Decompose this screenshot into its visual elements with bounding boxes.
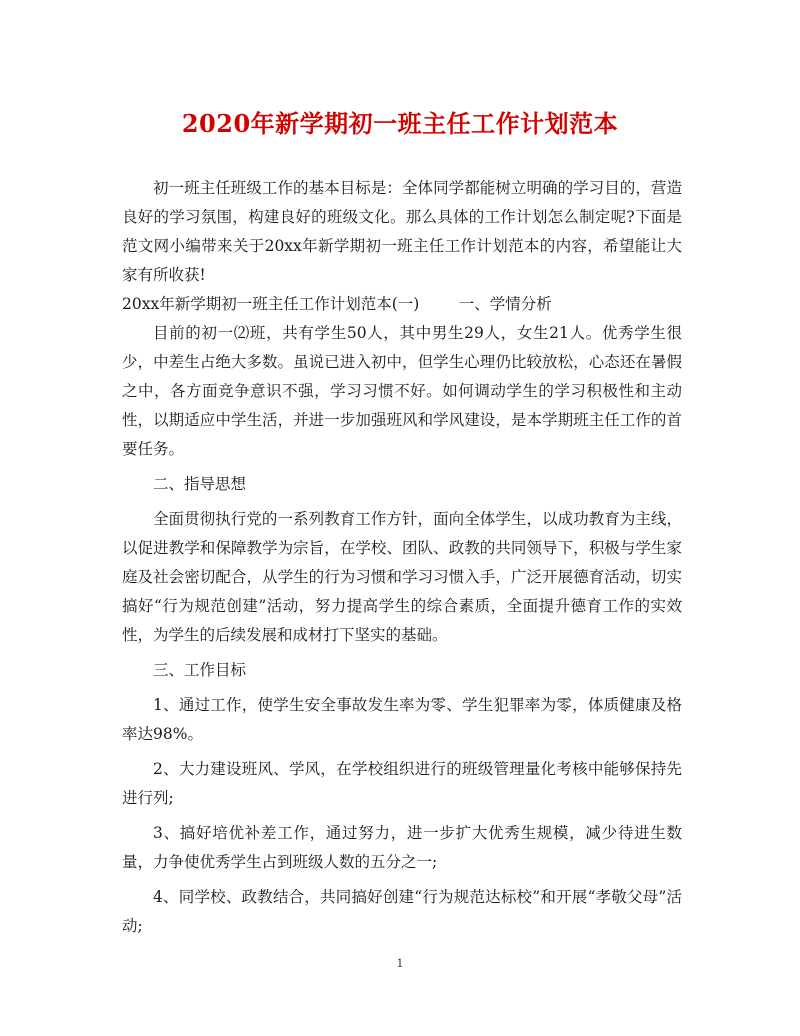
- goal-item-4: 4、同学校、政教结合，共同搞好创建“行为规范达标校”和开展“孝敬父母”活动;: [122, 888, 682, 935]
- section-title: 20xx年新学期初一班主任工作计划范本(一): [122, 295, 420, 313]
- heading-situation: 一、学情分析: [458, 295, 552, 313]
- section-line: [122, 290, 682, 319]
- document-title: 2020年新学期初一班主任工作计划范本: [181, 109, 619, 138]
- goal-item-3: 3、搞好培优补差工作，通过努力，进一步扩大优秀生规模，减少待进生数量，力争使优秀学生占到班级人数的五分之一;: [122, 824, 682, 871]
- heading-guiding: 二、指导思想: [153, 475, 247, 493]
- guiding-paragraph: 全面贯彻执行党的一系列教育工作方针，面向全体学生，以成功教育为主线，以促进教学和保障教学为宗旨，在学校、团队、政教的共同领导下，积极与学生家庭及社会密切配合，从学生的行为习惯和学习习惯入手，广泛开展德育活动，切实搞好“行为规范创建”活动，努力提高学生的综合素质，全面提升德育工作的实效性，为学生的后续发展和成材打下坚实的基础。: [122, 510, 682, 644]
- intro-paragraph: 初一班主任班级工作的基本目标是：全体同学都能树立明确的学习目的，营造良好的学习氛围，构建良好的班级文化。那么具体的工作计划怎么制定呢?下面是范文网小编带来关于20xx年新学期初一班主任工作计划范本的内容，希望能让大家有所收获!: [122, 179, 682, 284]
- page-number: 1: [396, 957, 404, 970]
- goal-item-2: 2、大力建设班风、学风，在学校组织进行的班级管理量化考核中能够保持先进行列;: [122, 760, 682, 807]
- goal-item-1: 1、通过工作，使学生安全事故发生率为零、学生犯罪率为零，体质健康及格率达98%。: [122, 696, 682, 743]
- document-body: [122, 174, 682, 941]
- heading-goals: 三、工作目标: [153, 661, 247, 679]
- situation-paragraph: 目前的初一⑵班，共有学生50人，其中男生29人，女生21人。优秀学生很少，中差生占绝大多数。虽说已进入初中，但学生心理仍比较放松，心态还在暑假之中，各方面竞争意识不强，学习习惯不好。如何调动学生的学习积极性和主动性，以期适应中学生活，并进一步加强班风和学风建设，是本学期班主任工作的首要任务。: [122, 324, 682, 458]
